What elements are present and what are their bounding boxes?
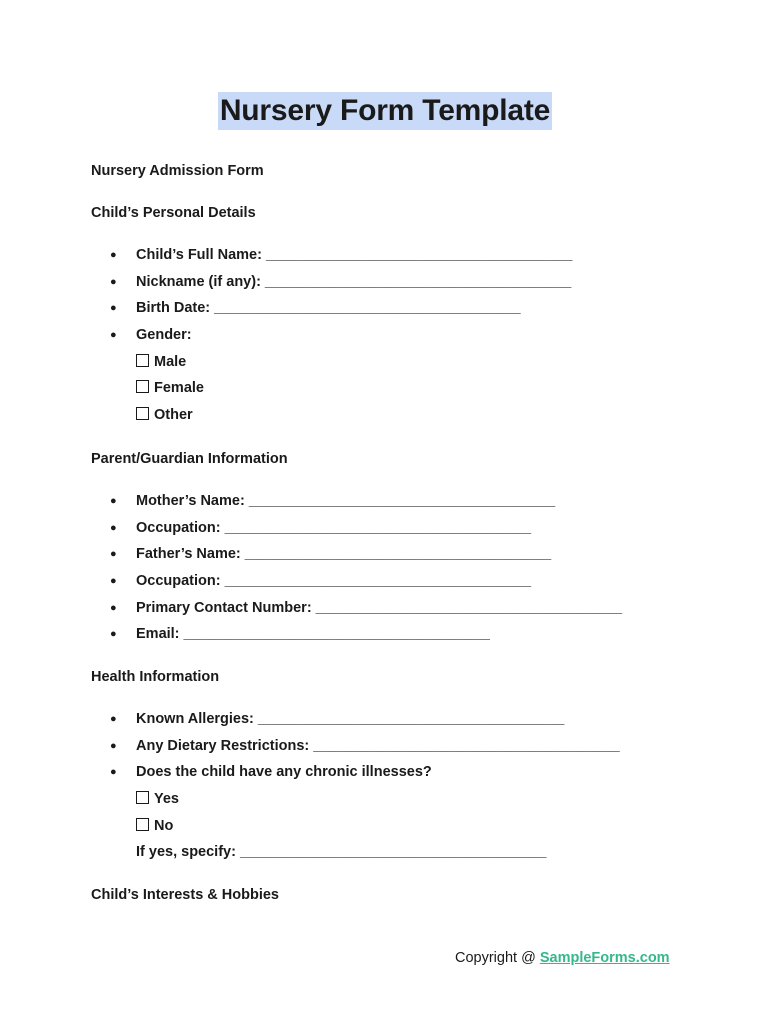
yes-label: Yes	[154, 791, 179, 808]
title-wrap	[0, 92, 770, 130]
section-interests-heading: Child’s Interests & Hobbies	[91, 887, 279, 903]
list-item	[110, 595, 622, 622]
specify-row	[110, 839, 620, 866]
bullet-icon: ●	[110, 713, 117, 725]
section-personal-heading: Child’s Personal Details	[91, 205, 256, 221]
list-item	[110, 295, 572, 322]
checkbox-icon[interactable]	[136, 407, 149, 420]
checkbox-icon[interactable]	[136, 791, 149, 804]
gender-label: Gender:	[136, 327, 192, 344]
chronic-option-no[interactable]	[110, 813, 620, 840]
chronic-illness-question: Does the child have any chronic illnesses?	[136, 764, 432, 781]
list-item	[110, 759, 620, 786]
father-occupation-field[interactable]: Occupation: ______________________________________	[136, 573, 532, 590]
page-title: Nursery Form Template	[218, 92, 552, 130]
bullet-icon: ●	[110, 628, 117, 641]
copyright-text: Copyright @	[455, 950, 540, 966]
bullet-icon: ●	[110, 548, 117, 561]
section-guardian-heading: Parent/Guardian Information	[91, 451, 288, 467]
nickname-field[interactable]: Nickname (if any): ______________________________________	[136, 273, 572, 290]
checkbox-icon[interactable]	[136, 380, 149, 393]
form-title: Nursery Admission Form	[91, 163, 264, 179]
mother-occupation-field[interactable]: Occupation: ______________________________________	[136, 519, 532, 536]
female-label: Female	[154, 380, 204, 397]
list-item	[110, 488, 622, 515]
bullet-icon: ●	[110, 275, 117, 288]
dietary-field[interactable]: Any Dietary Restrictions: ______________________________________	[136, 737, 620, 754]
list-item	[110, 242, 572, 269]
gender-option-male[interactable]	[110, 349, 572, 376]
chronic-option-yes[interactable]	[110, 786, 620, 813]
father-name-field[interactable]: Father’s Name: ______________________________________	[136, 546, 552, 563]
male-label: Male	[154, 353, 187, 370]
other-label: Other	[154, 407, 193, 424]
guardian-list	[110, 488, 622, 648]
list-item	[110, 621, 622, 648]
list-item	[110, 322, 572, 349]
health-list	[110, 706, 620, 866]
bullet-icon: ●	[110, 329, 117, 342]
gender-option-other[interactable]	[110, 402, 572, 429]
allergies-field[interactable]: Known Allergies: ______________________________________	[136, 711, 565, 727]
section-health-heading: Health Information	[91, 669, 220, 685]
checkbox-icon[interactable]	[136, 354, 149, 367]
mother-name-field[interactable]: Mother’s Name: ______________________________________	[136, 493, 556, 509]
bullet-icon: ●	[110, 249, 117, 261]
specify-field[interactable]: If yes, specify: ______________________________________	[136, 844, 547, 861]
list-item	[110, 541, 622, 568]
bullet-icon: ●	[110, 302, 117, 315]
copyright-footer	[455, 950, 670, 966]
bullet-icon: ●	[110, 601, 117, 614]
bullet-icon: ●	[110, 495, 117, 507]
bullet-icon: ●	[110, 739, 117, 752]
bullet-icon: ●	[110, 575, 117, 588]
list-item	[110, 269, 572, 296]
list-item	[110, 515, 622, 542]
email-field[interactable]: Email: ______________________________________	[136, 626, 490, 643]
checkbox-icon[interactable]	[136, 818, 149, 831]
list-item	[110, 733, 620, 760]
list-item	[110, 706, 620, 733]
list-item	[110, 568, 622, 595]
personal-details-list	[110, 242, 572, 429]
full-name-field[interactable]: Child’s Full Name: ______________________________________	[136, 247, 573, 263]
birth-date-field[interactable]: Birth Date: ______________________________________	[136, 300, 521, 317]
contact-number-field[interactable]: Primary Contact Number: ______________________________________	[136, 599, 623, 616]
no-label: No	[154, 817, 174, 834]
gender-option-female[interactable]	[110, 375, 572, 402]
bullet-icon: ●	[110, 766, 117, 779]
bullet-icon: ●	[110, 521, 117, 534]
brand-link[interactable]: SampleForms.com	[539, 950, 670, 966]
